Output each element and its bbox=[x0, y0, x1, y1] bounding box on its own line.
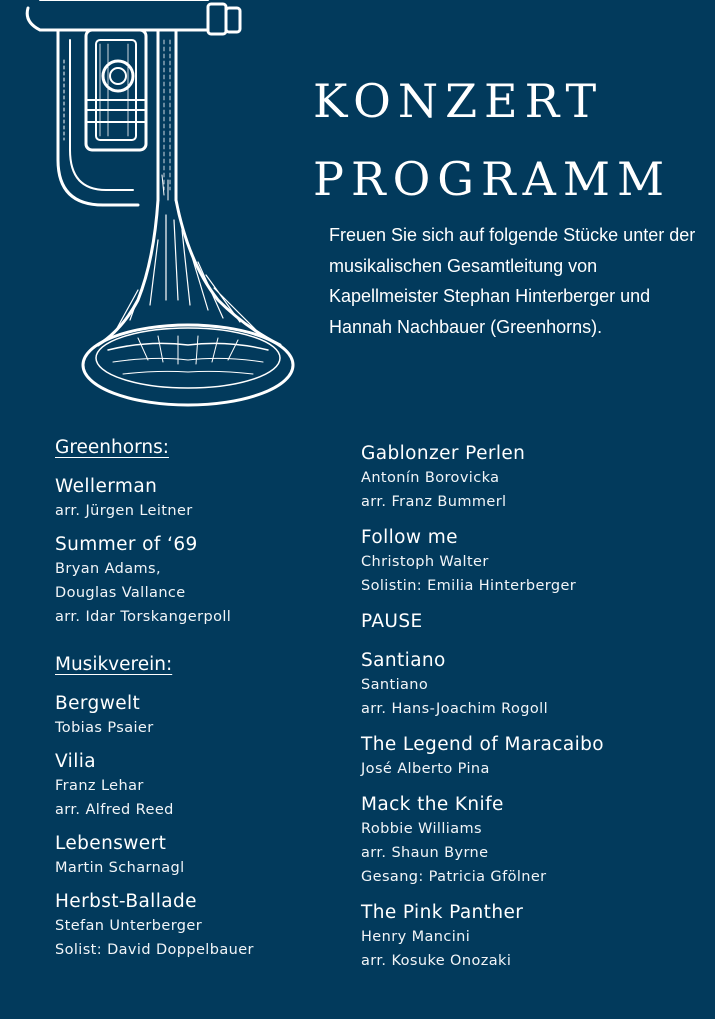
piece-credit: Franz Lehar bbox=[55, 778, 144, 794]
piece-credit: arr. Alfred Reed bbox=[55, 802, 174, 818]
program-item bbox=[361, 732, 701, 781]
piece-title: Wellerman bbox=[55, 476, 158, 497]
piece-credit: arr. Franz Bummerl bbox=[361, 494, 507, 510]
piece-credit: Douglas Vallance bbox=[55, 585, 186, 601]
right-column bbox=[361, 441, 701, 984]
program-item bbox=[55, 691, 325, 740]
trumpet-icon bbox=[18, 0, 298, 412]
piece-credit: Stefan Unterberger bbox=[55, 918, 203, 934]
program-item bbox=[361, 441, 701, 514]
piece-credit: Santiano bbox=[361, 677, 429, 693]
program-item bbox=[361, 525, 701, 598]
program-item bbox=[361, 792, 701, 889]
piece-credit: arr. Idar Torskangerpoll bbox=[55, 609, 232, 625]
program-item bbox=[55, 474, 325, 523]
piece-credit: Christoph Walter bbox=[361, 554, 489, 570]
title-line-2: PROGRAMM bbox=[313, 152, 672, 206]
pause-marker: PAUSE bbox=[361, 611, 423, 632]
piece-title: Bergwelt bbox=[55, 693, 141, 714]
piece-credit: José Alberto Pina bbox=[361, 761, 490, 777]
piece-credit: Martin Scharnagl bbox=[55, 860, 185, 876]
piece-title: The Legend of Maracaibo bbox=[361, 734, 604, 755]
piece-credit: Robbie Williams bbox=[361, 821, 482, 837]
piece-title: Summer of ‘69 bbox=[55, 534, 198, 555]
program-item bbox=[361, 900, 701, 973]
piece-credit: arr. Jürgen Leitner bbox=[55, 503, 193, 519]
piece-title: Herbst-Ballade bbox=[55, 891, 197, 912]
piece-credit: Solist: David Doppelbauer bbox=[55, 942, 254, 958]
piece-credit: arr. Kosuke Onozaki bbox=[361, 953, 512, 969]
piece-credit: Henry Mancini bbox=[361, 929, 471, 945]
piece-credit: Gesang: Patricia Gfölner bbox=[361, 869, 547, 885]
piece-title: Follow me bbox=[361, 527, 458, 548]
piece-title: Lebenswert bbox=[55, 833, 167, 854]
piece-title: Mack the Knife bbox=[361, 794, 504, 815]
piece-title: Gablonzer Perlen bbox=[361, 443, 526, 464]
program-item bbox=[361, 648, 701, 721]
piece-title: Vilia bbox=[55, 751, 97, 772]
piece-credit: Tobias Psaier bbox=[55, 720, 154, 736]
piece-credit: Solistin: Emilia Hinterberger bbox=[361, 578, 577, 594]
program-item bbox=[55, 532, 325, 629]
left-column bbox=[55, 434, 325, 971]
program-item bbox=[55, 831, 325, 880]
piece-credit: arr. Shaun Byrne bbox=[361, 845, 489, 861]
program-item bbox=[55, 749, 325, 822]
piece-credit: Bryan Adams, bbox=[55, 561, 162, 577]
section-heading-greenhorns: Greenhorns: bbox=[55, 437, 169, 458]
piece-credit: arr. Hans-Joachim Rogoll bbox=[361, 701, 548, 717]
title-line-1: KONZERT bbox=[313, 74, 604, 128]
intro-text: Freuen Sie sich auf folgende Stücke unter der musikalischen Gesamtleitung von Kapellmeister Stephan Hinterberger und Hannah Nachbauer (Greenhorns). bbox=[329, 225, 696, 337]
page-title bbox=[313, 62, 671, 218]
piece-title: The Pink Panther bbox=[361, 902, 524, 923]
piece-credit: Antonín Borovicka bbox=[361, 470, 500, 486]
piece-title: Santiano bbox=[361, 650, 446, 671]
section-heading-musikverein: Musikverein: bbox=[55, 654, 173, 675]
program-item bbox=[55, 889, 325, 962]
